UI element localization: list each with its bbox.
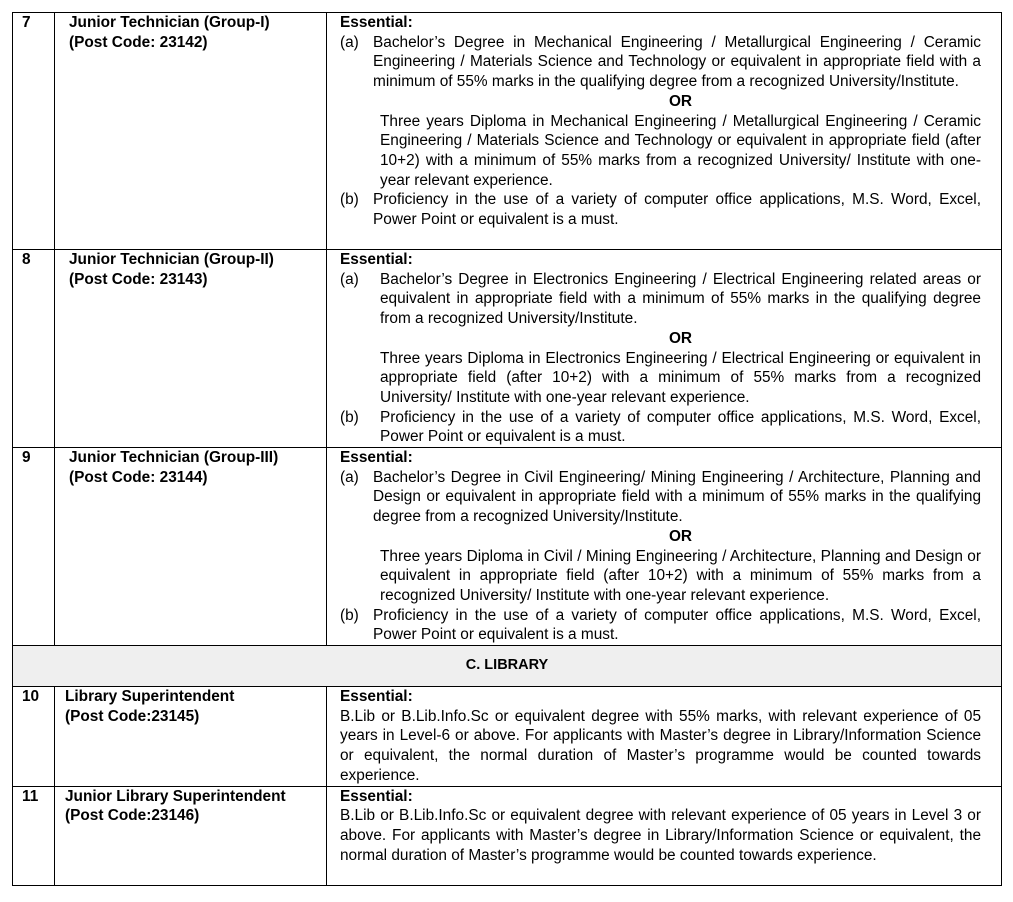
qualification-item-b: [340, 606, 981, 645]
qualification-cell: [327, 13, 1002, 250]
table-row: [13, 13, 1002, 250]
table-row: [13, 786, 1002, 885]
item-text: Bachelor’s Degree in Civil Engineering/ Mining Engineering / Architecture, Planning and Design or equivalent in appropriate field with a minimum of 55% marks in the qualifying degree from a recognized University/Institute.: [373, 468, 981, 526]
essential-heading: Essential:: [340, 787, 413, 805]
post-title: Junior Technician (Group-II): [69, 251, 274, 268]
qualification-item-a: [340, 468, 981, 527]
serial-number: 10: [13, 687, 55, 787]
item-label: (b): [340, 606, 359, 624]
qualification-cell: [327, 250, 1002, 448]
qualification-cell: [327, 448, 1002, 646]
post-name-cell: [55, 786, 327, 885]
serial-number: 8: [13, 250, 55, 448]
item-label: (b): [340, 191, 359, 209]
or-separator: OR: [668, 527, 693, 545]
qualification-item-b: [340, 408, 981, 447]
item-text: Bachelor’s Degree in Electronics Engineering / Electrical Engineering related areas or equivalent in appropriate field with a minimum of 55% marks in the qualifying degree from a recognized University/Institute.: [380, 270, 981, 328]
post-name-cell: [55, 687, 327, 787]
post-title: Junior Library Superintendent: [65, 787, 286, 805]
qualification-item-a: [340, 33, 981, 92]
post-code: (Post Code:23146): [65, 807, 200, 825]
post-title: Library Superintendent: [65, 688, 235, 706]
alternative-qualification: Three years Diploma in Mechanical Engineering / Metallurgical Engineering / Ceramic Engineering / Materials Science and Technology or equivalent in appropriate field (after 10+2) with a minimum of 55% marks from a recognized University/ Institute with one-year relevant experience.: [380, 112, 981, 189]
section-title: C. LIBRARY: [13, 646, 1002, 687]
qualification-cell: [327, 786, 1002, 885]
post-name-cell: [55, 448, 327, 646]
post-code: (Post Code: 23143): [69, 270, 208, 288]
qualification-item-b: [340, 190, 981, 229]
post-title: Junior Technician (Group-I): [69, 14, 270, 31]
serial-number: 9: [13, 448, 55, 646]
serial-number: 7: [13, 13, 55, 250]
item-text: Proficiency in the use of a variety of computer office applications, M.S. Word, Excel, Power Point or equivalent is a must.: [373, 606, 981, 644]
essential-heading: Essential:: [340, 14, 413, 31]
post-code: (Post Code: 23144): [69, 468, 208, 486]
item-label: (a): [340, 33, 359, 51]
essential-heading: Essential:: [340, 688, 413, 706]
post-code: (Post Code:23145): [65, 707, 200, 725]
alternative-qualification: Three years Diploma in Civil / Mining Engineering / Architecture, Planning and Design or equivalent in appropriate field (after 10+2) with a minimum of 55% marks from a recognized University/ Institute with one-year relevant experience.: [380, 547, 981, 604]
item-text: Proficiency in the use of a variety of computer office applications, M.S. Word, Excel, Power Point or equivalent is a must.: [380, 408, 981, 446]
qualification-item-a: [340, 270, 981, 329]
serial-number: 11: [13, 786, 55, 885]
essential-heading: Essential:: [340, 251, 413, 268]
item-label: (a): [340, 270, 359, 288]
eligibility-table: [12, 12, 1002, 886]
or-separator: OR: [668, 92, 693, 110]
or-separator: OR: [668, 329, 693, 347]
qualification-text: B.Lib or B.Lib.Info.Sc or equivalent degree with 55% marks, with relevant experience of 05 years in Level-6 or above. For applicants with Master’s degree in Library/Information Science or equivalent, the normal duration of Master’s programme would be counted towards experience.: [340, 707, 981, 784]
item-text: Bachelor’s Degree in Mechanical Engineering / Metallurgical Engineering / Ceramic Engineering / Materials Science and Technology or equivalent in appropriate field with a minimum of 55% marks in the qualifying degree from a recognized University/Institute.: [373, 33, 981, 91]
post-title: Junior Technician (Group-III): [69, 449, 279, 467]
qualification-text: B.Lib or B.Lib.Info.Sc or equivalent degree with relevant experience of 05 years in Level 3 or above. For applicants with Master’s degree in Library/Information Science or equivalent, the normal duration of Master’s programme would be counted towards experience.: [340, 807, 981, 864]
table-row: [13, 687, 1002, 787]
post-name-cell: [55, 250, 327, 448]
qualification-cell: [327, 687, 1002, 787]
item-label: (a): [340, 468, 359, 486]
item-label: (b): [340, 408, 359, 426]
essential-heading: Essential:: [340, 449, 413, 467]
table-row: [13, 448, 1002, 646]
item-text: Proficiency in the use of a variety of computer office applications, M.S. Word, Excel, Power Point or equivalent is a must.: [373, 191, 981, 229]
post-code: (Post Code: 23142): [69, 33, 208, 51]
document-page: [12, 12, 1001, 886]
alternative-qualification: Three years Diploma in Electronics Engineering / Electrical Engineering or equivalent in appropriate field (after 10+2) with a minimum of 55% marks from a recognized University/ Institute with one-year relevant experience.: [380, 349, 981, 406]
section-row: [13, 646, 1002, 687]
post-name-cell: [55, 13, 327, 250]
table-row: [13, 250, 1002, 448]
